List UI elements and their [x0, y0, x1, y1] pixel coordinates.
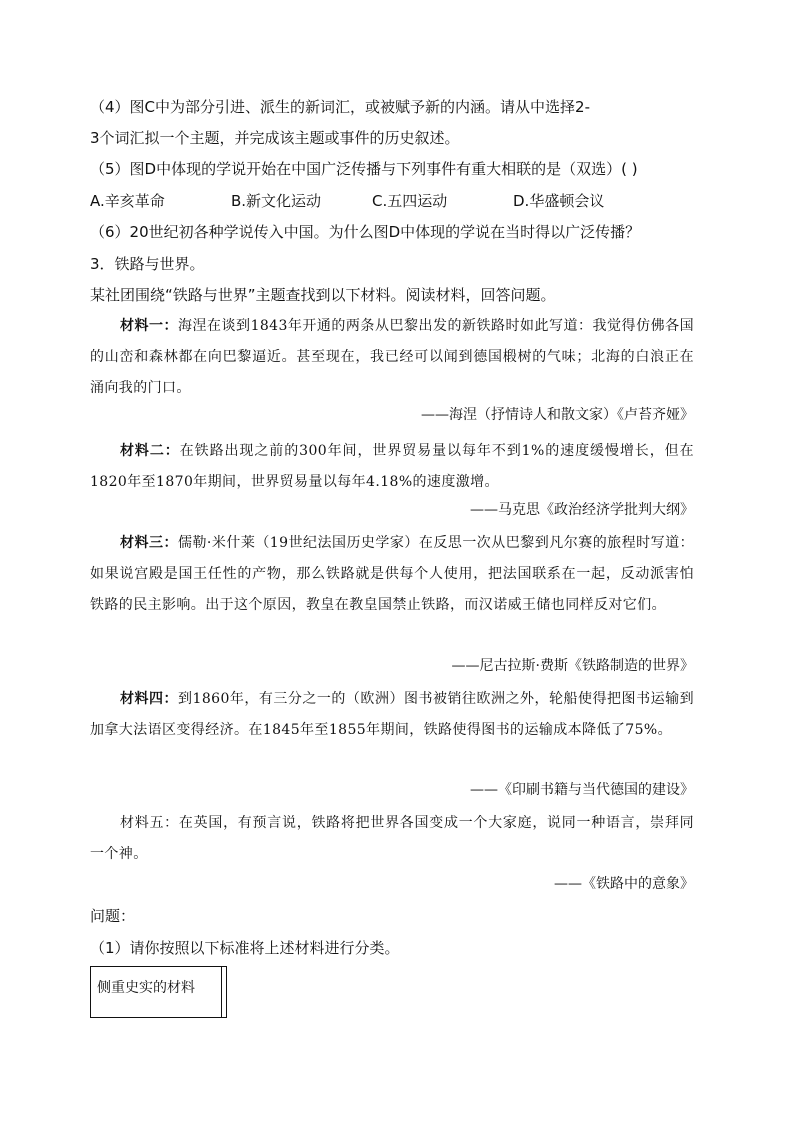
- question-6: （6）20世纪初各种学说传入中国。为什么图D中体现的学说在当时得以广泛传播？: [90, 223, 641, 241]
- material-5-source: ——《铁路中的意象》: [554, 876, 694, 892]
- material-2-text: 在铁路出现之前的300年间，世界贸易量以每年不到1%的速度缓慢增长，但在1820年至1870年期间，世界贸易量以每年4.18%的速度激增。: [90, 443, 694, 490]
- table-cell-label: 侧重史实的材料: [91, 967, 222, 1018]
- material-4-label: 材料四：: [120, 691, 179, 707]
- material-5: [90, 808, 694, 870]
- material-3-label: 材料三：: [120, 535, 178, 551]
- option-c[interactable]: C.五四运动: [372, 192, 448, 210]
- material-5-label: 材料五：: [120, 815, 179, 831]
- material-3-text: 儒勒·米什莱（19世纪法国历史学家）在反思一次从巴黎到凡尔赛的旅程时写道：如果说宫殿是国王任性的产物，那么铁路就是供每个人使用，把法国联系在一起，反动派害怕铁路的民主影响。出于这个原因，教皇在教皇国禁止铁路，而汉诺威王储也同样反对它们。: [90, 535, 695, 613]
- material-5-text: 在英国，有预言说，铁路将把世界各国变成一个大家庭，说同一种语言，崇拜同一个神。: [90, 815, 694, 862]
- material-2: [90, 436, 694, 498]
- question-4-line-1: （4）图C中为部分引进、派生的新词汇，或被赋予新的内涵。请从中选择2-: [90, 98, 590, 116]
- material-3-source: ——尼古拉斯·费斯《铁路制造的世界》: [451, 658, 694, 674]
- section-3-intro: 某社团围绕“铁路与世界”主题查找到以下材料。阅读材料，回答问题。: [90, 286, 556, 304]
- material-2-label: 材料二：: [120, 443, 180, 459]
- material-1: [90, 311, 694, 404]
- questions-label: 问题：: [90, 907, 136, 925]
- question-4-line-2: 3个词汇拟一个主题，并完成该主题或事件的历史叙述。: [90, 129, 460, 147]
- option-b[interactable]: B.新文化运动: [231, 192, 322, 210]
- material-3: [90, 528, 694, 621]
- option-d[interactable]: D.华盛顿会议: [513, 192, 605, 210]
- material-1-text: 海涅在谈到1843年开通的两条从巴黎出发的新铁路时如此写道：我觉得仿佛各国的山峦和森林都在向巴黎逼近。甚至现在，我已经可以闻到德国椴树的气味；北海的白浪正在涌向我的门口。: [90, 318, 694, 396]
- table-row: [91, 967, 227, 1018]
- material-1-source: ——海涅（抒情诗人和散文家）《卢苔齐娅》: [421, 407, 694, 423]
- section-3-title: 3．铁路与世界。: [90, 255, 205, 273]
- option-a[interactable]: A.辛亥革命: [90, 192, 165, 210]
- table-cell-answer[interactable]: [222, 967, 227, 1018]
- question-5: （5）图D中体现的学说开始在中国广泛传播与下列事件有重大相联的是（双选）( ): [90, 160, 638, 178]
- material-4-source: ——《印刷书籍与当代德国的建设》: [470, 782, 694, 798]
- material-4: [90, 684, 694, 746]
- classification-table: [90, 966, 227, 1018]
- material-1-label: 材料一：: [120, 318, 179, 334]
- material-2-source: ——马克思《政治经济学批判大纲》: [470, 502, 694, 518]
- material-4-text: 到1860年，有三分之一的（欧洲）图书被销往欧洲之外，轮船使得把图书运输到加拿大法语区变得经济。在1845年至1855年期间，铁路使得图书的运输成本降低了75%。: [90, 691, 694, 738]
- question-1: （1）请你按照以下标准将上述材料进行分类。: [90, 939, 400, 957]
